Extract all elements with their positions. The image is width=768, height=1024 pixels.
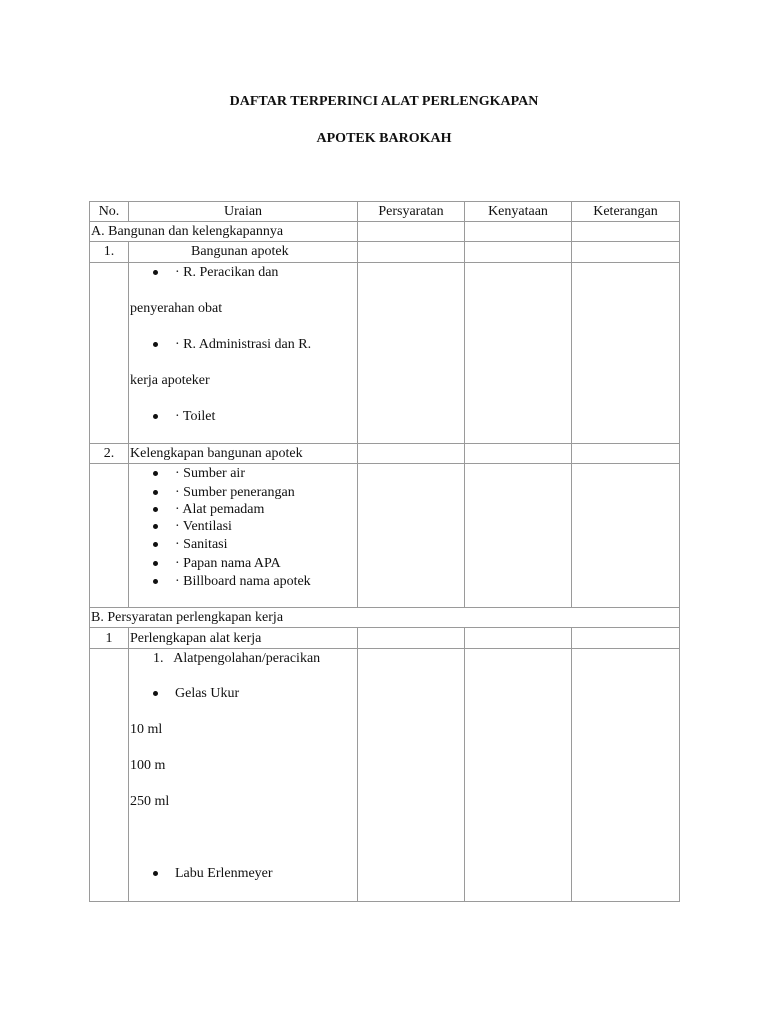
header-uraian: Uraian (223, 204, 263, 219)
row1-item1-line1: · R. Peracikan dan (175, 265, 279, 280)
list-item: · Sumber penerangan (175, 485, 295, 500)
bullet-icon (153, 270, 158, 275)
section-b-heading: B. Persyaratan perlengkapan kerja (91, 610, 284, 625)
column-divider (128, 241, 129, 607)
header-no: No. (98, 204, 120, 219)
row3-volume-1: 10 ml (130, 722, 163, 737)
list-item: · Ventilasi (175, 519, 232, 534)
row3-subheading: 1. Alatpengolahan/peracikan (153, 651, 321, 666)
column-divider (464, 627, 465, 901)
list-item: · Alat pemadam (175, 502, 265, 517)
row1-item3: · Toilet (175, 409, 216, 424)
row3-title: Perlengkapan alat kerja (130, 631, 262, 646)
bullet-icon (153, 691, 158, 696)
bullet-icon (153, 342, 158, 347)
header-kenyataan: Kenyataan (488, 204, 548, 219)
row3-volume-2: 100 m (130, 758, 166, 773)
row-divider (90, 648, 679, 649)
column-divider (571, 202, 572, 607)
bullet-icon (153, 579, 158, 584)
row2-title: Kelengkapan bangunan apotek (130, 446, 303, 461)
section-a-heading: A. Bangunan dan kelengkapannya (91, 224, 284, 239)
row2-number: 2. (103, 446, 115, 461)
row-divider (90, 607, 679, 608)
list-item: · Papan nama APA (175, 556, 281, 571)
bullet-icon (153, 471, 158, 476)
column-divider (464, 202, 465, 607)
bullet-icon (153, 561, 158, 566)
document-title: DAFTAR TERPERINCI ALAT PERLENGKAPAN (229, 94, 539, 109)
list-item: · Sumber air (175, 466, 245, 481)
row1-number: 1. (103, 244, 115, 259)
row-divider (90, 241, 679, 242)
row3-number: 1 (105, 631, 113, 646)
list-item: · Sanitasi (175, 537, 228, 552)
row3-labu-erlenmeyer: Labu Erlenmeyer (175, 866, 273, 881)
bullet-icon (153, 524, 158, 529)
row-divider (90, 443, 679, 444)
header-keterangan: Keterangan (593, 204, 658, 219)
header-persyaratan: Persyaratan (378, 204, 444, 219)
column-divider (128, 627, 129, 901)
column-divider (357, 627, 358, 901)
row1-item2-line1: · R. Administrasi dan R. (175, 337, 312, 352)
row1-title: Bangunan apotek (191, 244, 289, 259)
bullet-icon (153, 490, 158, 495)
bullet-icon (153, 507, 158, 512)
bullet-icon (153, 414, 158, 419)
list-item: · Billboard nama apotek (175, 574, 311, 589)
row3-volume-3: 250 ml (130, 794, 170, 809)
row-divider (90, 627, 679, 628)
bullet-icon (153, 542, 158, 547)
row-divider (90, 262, 679, 263)
column-divider (357, 202, 358, 607)
row1-item1-line2: penyerahan obat (130, 301, 223, 316)
column-divider (571, 627, 572, 901)
row1-item2-line2: kerja apoteker (130, 373, 210, 388)
row3-gelas-ukur: Gelas Ukur (175, 686, 240, 701)
document-subtitle: APOTEK BAROKAH (316, 131, 452, 146)
bullet-icon (153, 871, 158, 876)
row-divider (90, 463, 679, 464)
row-divider (90, 221, 679, 222)
equipment-table (89, 201, 680, 902)
